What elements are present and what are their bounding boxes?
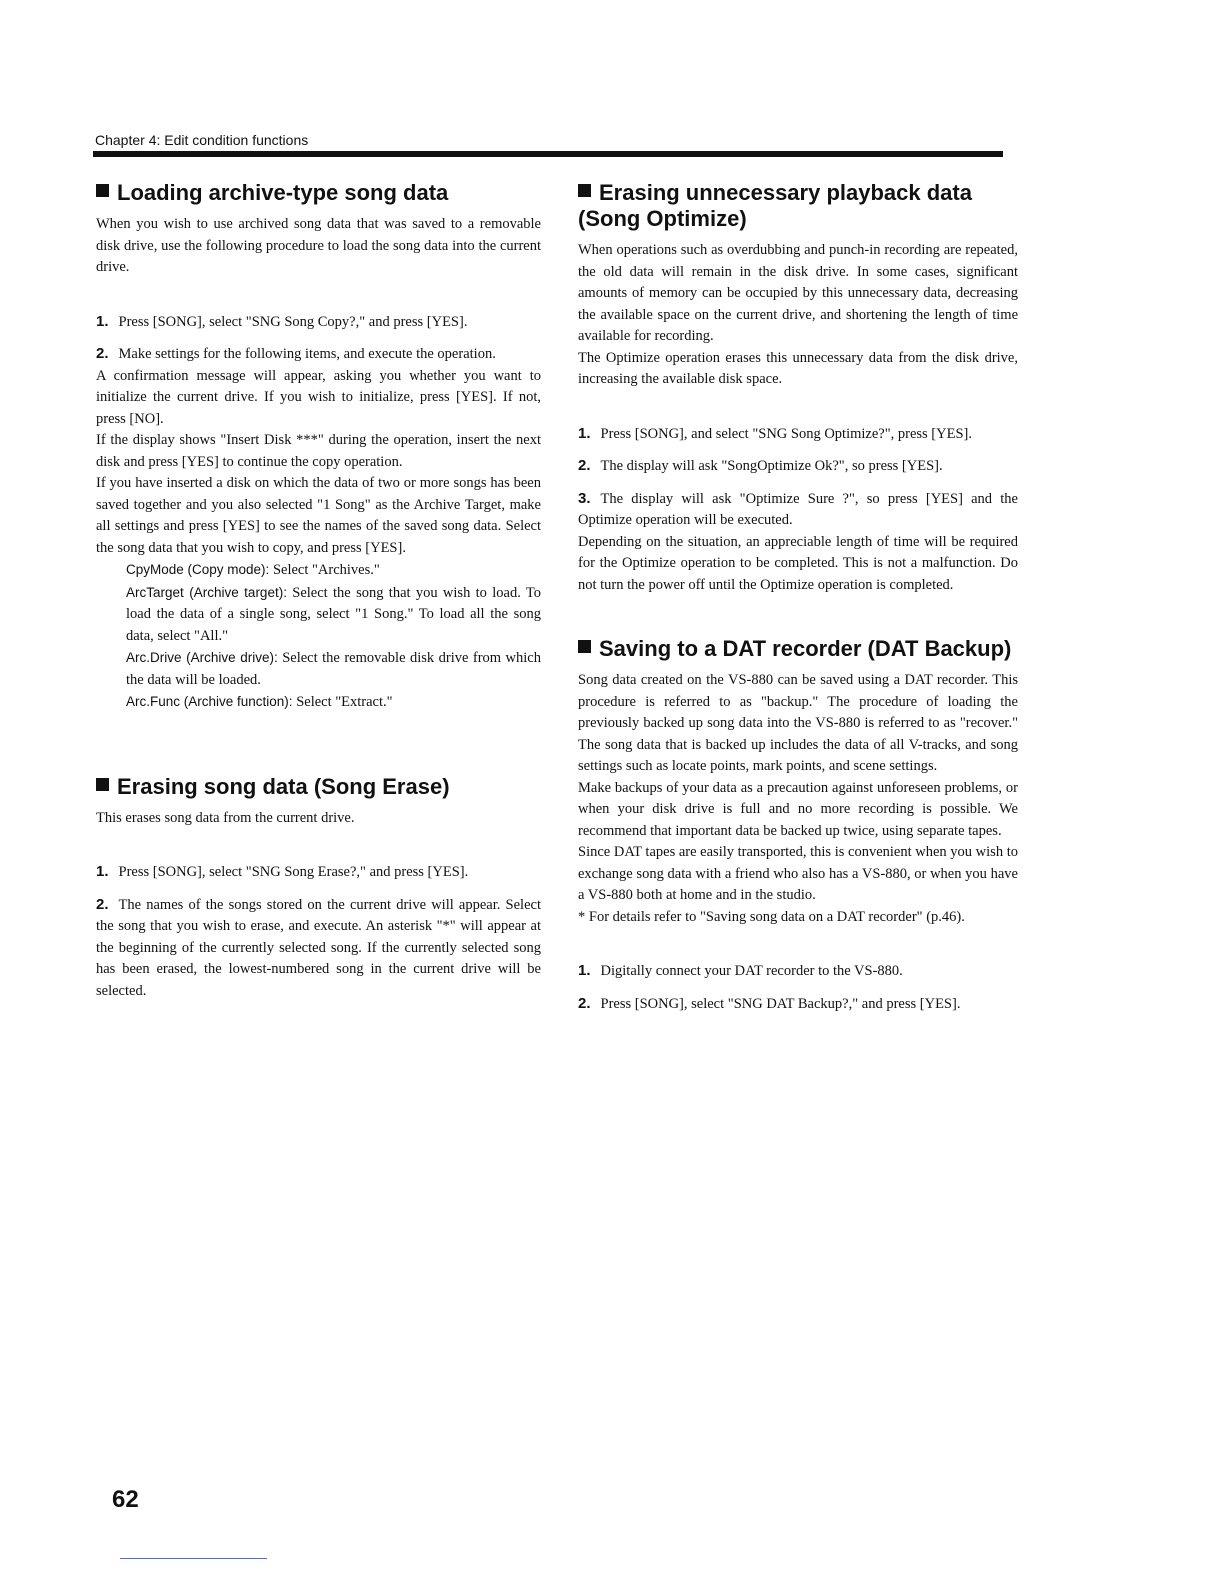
footer-line <box>120 1558 267 1559</box>
step-number: 2. <box>96 345 109 362</box>
section-song-erase <box>96 774 541 1003</box>
intro-paragraph: When you wish to use archived song data that was saved to a removable disk drive, use the following procedure to load the song data into the current drive. <box>96 216 541 275</box>
square-bullet-icon <box>578 640 591 653</box>
section-loading-archive <box>96 180 541 714</box>
settings-term: ArcTarget (Archive target): <box>126 584 287 600</box>
step-3 <box>578 488 1018 532</box>
paragraph: If you have inserted a disk on which the data of two or more songs has been saved together and you also selected "1 Song" as the Archive Target, make all settings and press [YES] to see the names of the saved song data. Select the song data that you wish to copy, and press [YES]. <box>96 475 541 556</box>
section-title <box>578 636 1018 662</box>
section-title-text: (Song Optimize) <box>578 206 747 231</box>
section-title-text: Saving to a DAT recorder (DAT Backup) <box>599 636 1012 661</box>
section-title-text: Erasing unnecessary playback data <box>599 180 972 205</box>
step-number: 1. <box>578 424 591 442</box>
step-2 <box>96 343 541 366</box>
left-column <box>96 180 541 1052</box>
settings-item <box>126 559 541 582</box>
intro-paragraph: This erases song data from the current drive. <box>96 809 355 826</box>
section-title <box>578 180 1018 232</box>
step-2 <box>96 894 541 1003</box>
step-text: Press [SONG], select "SNG Song Erase?," and press [YES]. <box>118 864 469 880</box>
paragraph: Depending on the situation, an appreciable length of time will be required for the Optimize operation to be completed. This is not a malfunction. Do not turn the power off until the Optimize operation is completed. <box>578 533 1018 593</box>
step-1 <box>578 423 1018 446</box>
step-text: Press [SONG], select "SNG Song Copy?," and press [YES]. <box>118 313 468 330</box>
paragraph: When operations such as overdubbing and punch-in recording are repeated, the old data will remain in the disk drive. In some cases, significant amounts of memory can be occupied by this unnecessary data, decreasing the available space on the current drive, and shortening the length of time available for recording. <box>578 242 1018 344</box>
step-1 <box>578 960 1018 983</box>
square-bullet-icon <box>96 778 109 791</box>
page-number: 62 <box>112 1486 139 1513</box>
step-text: Make settings for the following items, and execute the operation. <box>118 346 496 362</box>
step-text: The display will ask "SongOptimize Ok?", so press [YES]. <box>600 458 943 474</box>
paragraph: The Optimize operation erases this unnecessary data from the disk drive, increasing the available disk space. <box>578 349 1018 387</box>
section-title-text: Loading archive-type song data <box>117 180 449 205</box>
note: * For details refer to "Saving song data on a DAT recorder" (p.46). <box>578 908 965 925</box>
step-2 <box>578 993 1018 1016</box>
settings-item <box>126 582 541 648</box>
step-number: 2. <box>96 895 109 913</box>
paragraph: Since DAT tapes are easily transported, this is convenient when you wish to exchange song data with a friend who also has a VS-880, or when you have a VS-880 both at home and in the studio. <box>578 844 1018 903</box>
section-title-text: Erasing song data (Song Erase) <box>117 773 450 799</box>
right-column <box>578 180 1018 1065</box>
paragraph: If the display shows "Insert Disk ***" during the operation, insert the next disk and press [YES] to continue the copy operation. <box>96 432 541 470</box>
settings-item <box>126 647 541 691</box>
step-text: Press [SONG], select "SNG DAT Backup?," and press [YES]. <box>600 995 961 1012</box>
settings-term: Arc.Func (Archive function): <box>126 694 293 709</box>
step-text: Press [SONG], and select "SNG Song Optimize?", press [YES]. <box>600 425 972 442</box>
paragraph: A confirmation message will appear, asking you whether you want to initialize the current drive. If you wish to initialize, press [YES]. If not, press [NO]. <box>96 367 541 427</box>
square-bullet-icon <box>578 184 591 197</box>
step-number: 1. <box>96 312 109 330</box>
step-1 <box>96 311 541 334</box>
settings-term: CpyMode (Copy mode): <box>126 562 270 577</box>
header-rule <box>93 151 1003 157</box>
square-bullet-icon <box>96 184 109 197</box>
section-song-optimize <box>578 180 1018 596</box>
step-1 <box>96 861 541 884</box>
section-title <box>96 180 541 206</box>
settings-list <box>96 559 541 714</box>
paragraph: Song data created on the VS-880 can be saved using a DAT recorder. This procedure is referred to as "backup." The procedure of loading the previously backed up song data into the VS-880 is referred to as "recover." The song data that is backed up includes the data of all V-tracks, and song settings such as locate points, mark points, and scene settings. <box>578 672 1018 774</box>
paragraph: Make backups of your data as a precaution against unforeseen problems, or when your disk drive is full and no more recording is possible. We recommend that important data be backed up twice, using separate tapes. <box>578 779 1018 839</box>
step-number: 3. <box>578 489 591 507</box>
step-number: 2. <box>578 994 591 1012</box>
step-text: Digitally connect your DAT recorder to the VS-880. <box>600 963 903 979</box>
settings-desc: Select the song that you wish to load. To load the data of a single song, select "1 Song." To load all the song data, select "All." <box>126 584 541 644</box>
chapter-header: Chapter 4: Edit condition functions <box>95 132 309 148</box>
section-title <box>96 774 541 800</box>
step-text: The names of the songs stored on the current drive will appear. Select the song that you wish to erase, and execute. An asterisk "*" will appear at the beginning of the currently selected song. If the currently selected song has been erased, the lowest-numbered song in the current drive will be selected. <box>96 896 541 999</box>
step-number: 2. <box>578 457 591 474</box>
settings-term: Arc.Drive (Archive drive): <box>126 650 278 665</box>
step-number: 1. <box>96 863 109 880</box>
settings-desc: Select "Archives." <box>272 562 380 578</box>
step-2 <box>578 455 1018 478</box>
settings-desc: Select the removable disk drive from which the data will be loaded. <box>126 650 541 688</box>
settings-item <box>126 691 541 714</box>
section-dat-backup <box>578 636 1018 1015</box>
step-text: The display will ask "Optimize Sure ?", so press [YES] and the Optimize operation will be executed. <box>578 490 1018 528</box>
settings-desc: Select "Extract." <box>296 694 393 710</box>
step-number: 1. <box>578 962 591 979</box>
